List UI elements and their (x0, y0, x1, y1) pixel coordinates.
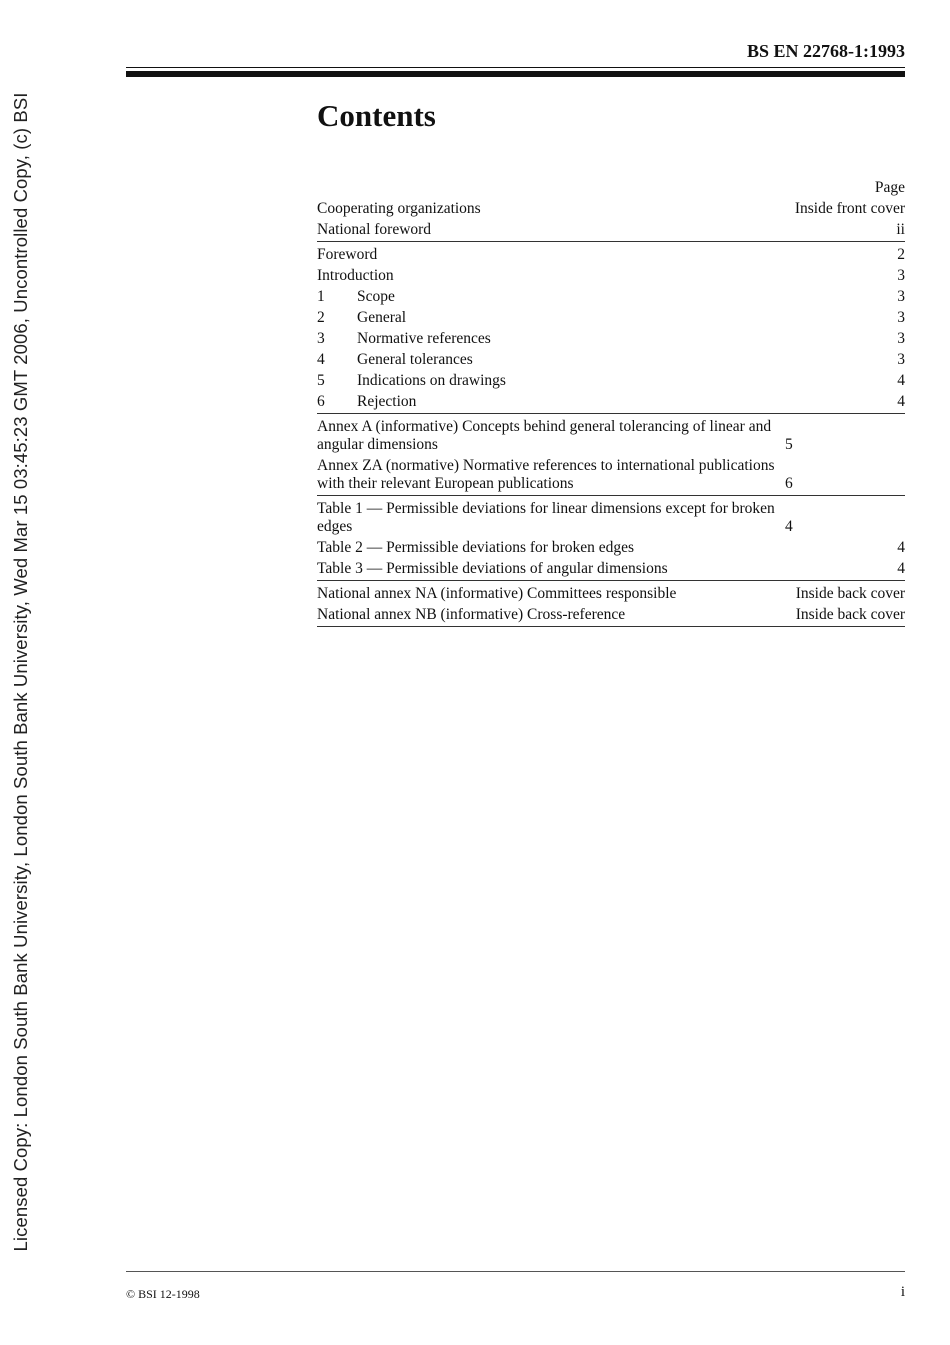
toc-entry-title: Annex ZA (normative) Normative references to international publications with their relevant European publications (317, 457, 775, 492)
toc-entry-page: Inside back cover (795, 585, 905, 602)
toc-entry[interactable] (317, 370, 905, 391)
toc-entry[interactable] (317, 498, 905, 537)
toc-group (317, 244, 905, 414)
standard-number: BS EN 22768-1:1993 (746, 41, 905, 61)
toc-entry-page: 4 (897, 372, 905, 389)
toc-entry-title: Table 3 — Permissible deviations of angular dimensions (317, 560, 668, 577)
toc-entry-title: National foreword (317, 221, 432, 238)
toc-group (317, 583, 905, 627)
toc-entry[interactable] (317, 583, 905, 604)
toc-groups (317, 198, 905, 627)
toc-entry-title: Table 1 — Permissible deviations for linear dimensions except for broken edges (317, 500, 775, 535)
toc-entry[interactable] (317, 265, 905, 286)
toc-entry-number: 4 (317, 351, 325, 368)
toc-entry-title: National annex NB (informative) Cross-reference (317, 606, 626, 623)
toc-entry[interactable] (317, 198, 905, 219)
toc-entry[interactable] (317, 391, 905, 412)
toc-entry-title: Introduction (317, 267, 394, 284)
toc-entry-title: National annex NA (informative) Committees responsible (317, 585, 677, 602)
toc-entry-number: 6 (317, 393, 325, 410)
toc-entry-page: 2 (897, 246, 905, 263)
footer-rule (126, 1271, 905, 1272)
toc-entry[interactable] (317, 416, 905, 455)
license-watermark: Licensed Copy: London South Bank University, London South Bank University, Wed Mar 15 03:45:23 GMT 2006, Uncontrolled Copy, (c) BSI (10, 92, 31, 1252)
toc-entry-title: Foreword (317, 246, 378, 263)
header-rule-thick (126, 71, 905, 77)
toc-entry-title: General (357, 309, 407, 326)
toc-entry[interactable] (317, 307, 905, 328)
toc-entry-page: Inside back cover (795, 606, 905, 623)
toc-entry-page: ii (896, 221, 905, 238)
toc-entry[interactable] (317, 537, 905, 558)
toc-entry-page: 4 (897, 560, 905, 577)
toc-entry-title: Rejection (357, 393, 417, 410)
toc-entry[interactable] (317, 219, 905, 240)
toc-entry-number: 1 (317, 288, 325, 305)
toc-entry-page: 6 (785, 475, 793, 492)
toc-entry-page: 3 (897, 309, 905, 326)
page-column-label: Page (874, 179, 905, 196)
table-of-contents (317, 177, 905, 627)
toc-entry-page: 3 (897, 330, 905, 347)
toc-entry[interactable] (317, 455, 905, 494)
toc-entry-number: 5 (317, 372, 325, 389)
toc-entry[interactable] (317, 286, 905, 307)
toc-entry-page: 3 (897, 351, 905, 368)
toc-group (317, 416, 905, 496)
page-number: i (900, 1284, 905, 1300)
toc-entry-title: Scope (357, 288, 395, 305)
toc-entry-page: 4 (897, 393, 905, 410)
toc-group (317, 498, 905, 581)
toc-entry[interactable] (317, 349, 905, 370)
toc-entry-title: Annex A (informative) Concepts behind general tolerancing of linear and angular dimensions (317, 418, 772, 453)
toc-entry[interactable] (317, 558, 905, 579)
toc-entry-title: Indications on drawings (357, 372, 506, 389)
toc-entry-number: 3 (317, 330, 325, 347)
toc-entry-number: 2 (317, 309, 325, 326)
toc-entry-title: Table 2 — Permissible deviations for broken edges (317, 539, 635, 556)
toc-entry-title: General tolerances (357, 351, 473, 368)
toc-entry[interactable] (317, 244, 905, 265)
page-title: Contents (317, 98, 436, 133)
header-rule-thin (126, 67, 905, 68)
toc-entry-page: 3 (897, 288, 905, 305)
toc-entry-page: 4 (897, 539, 905, 556)
toc-entry-title: Normative references (357, 330, 491, 347)
toc-entry-page: 3 (897, 267, 905, 284)
toc-entry-title: Cooperating organizations (317, 200, 481, 217)
toc-entry-page: 4 (785, 518, 793, 535)
toc-entry[interactable] (317, 604, 905, 625)
toc-entry-page: Inside front cover (794, 200, 905, 217)
toc-entry[interactable] (317, 328, 905, 349)
copyright-notice: © BSI 12-1998 (126, 1287, 200, 1301)
toc-entry-page: 5 (785, 436, 793, 453)
toc-group (317, 198, 905, 242)
